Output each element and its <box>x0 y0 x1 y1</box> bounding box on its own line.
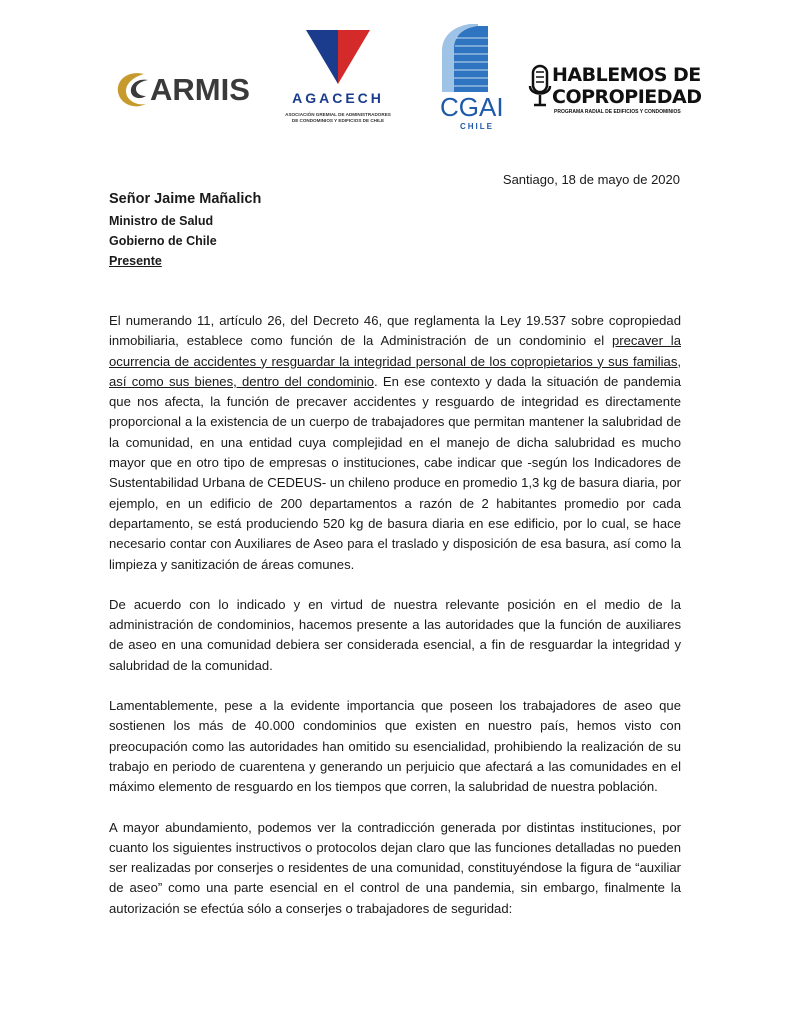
logo-header <box>0 0 791 140</box>
armis-logo <box>114 66 254 114</box>
addressee-closing: Presente <box>109 254 162 268</box>
agacech-logo <box>272 26 404 132</box>
cgai-building-icon <box>432 20 504 96</box>
paragraph-1: El numerando 11, artículo 26, del Decreto 46, que reglamenta la Ley 19.537 sobre copropiedad inmobiliaria, establece como función de la Administración de un condominio el precaver la ocurrencia de accidentes y resguardar la integridad personal de los copropietarios y sus familias, así como sus bienes, dentro del condominio. En ese contexto y dada la situación de pandemia que nos afecta, la función de precaver accidentes y resguardo de integridad es directamente proporcional a la existencia de un cuerpo de trabajadores que permitan mantener la salubridad de la comunidad, en una entidad cuya complejidad en el manejo de dicha salubridad es mucho mayor que en otro tipo de empresas o instituciones, cabe indicar que -según los Indicadores de Sustentabilidad Urbana de CEDEUS- un chileno produce en promedio 1,3 kg de basura diaria, por ejemplo, en un edificio de 200 departamentos a razón de 2 habitantes promedio por cada departamento, se está produciendo 520 kg de basura diaria en ese edificio, por lo cual, se hace necesario contar con Auxiliares de Aseo para el traslado y disposición de esa basura, así como la limpieza y sanitización de áreas comunes. <box>109 313 682 572</box>
cgai-logo-country: CHILE <box>460 122 494 131</box>
armis-swoosh-icon <box>114 66 154 114</box>
agacech-triangle-icon <box>272 26 404 88</box>
underlined-quote: precaver la ocurrencia de accidentes y resguardar la integridad personal de los copropietarios y sus familias, así como sus bienes, dentro del condominio <box>109 333 681 389</box>
cgai-logo-text: CGAI <box>440 92 504 122</box>
paragraph-3: Lamentablemente, pese a la evidente importancia que poseen los trabajadores de aseo que sostienen los más de 40.000 condominios que existen en nuestro país, hemos visto con preocupación como las autoridades han omitido su esencialidad, prohibiendo la realización de su trabajo en periodo de cuarentena y generando un perjuicio que afectará a las comunidades en el máximo elemento de resguardo en los tiempos que corren, la salubridad de nuestra población. <box>109 698 681 795</box>
hablemos-logo <box>528 62 702 120</box>
addressee-name: Señor Jaime Mañalich <box>109 191 262 207</box>
agacech-logo-subtitle: ASOCIACIÓN GREMIAL DE ADMINISTRADORES DE CONDOMINIOS Y EDIFICIOS DE CHILE <box>285 112 391 123</box>
addressee-role: Ministro de Salud <box>109 214 214 228</box>
hablemos-logo-subtitle: PROGRAMA RADIAL DE EDIFICIOS Y CONDOMINIOS <box>554 109 681 115</box>
addressee-block <box>109 191 261 271</box>
hablemos-logo-line2: COPROPIEDAD <box>552 86 702 108</box>
hablemos-logo-line1: HABLEMOS DE <box>552 64 701 86</box>
cgai-logo <box>432 20 504 134</box>
letter-body <box>109 311 681 939</box>
agacech-logo-name: AGACECH <box>292 90 384 106</box>
microphone-icon <box>528 62 552 120</box>
armis-logo-text: ARMIS <box>150 72 250 107</box>
letter-date: Santiago, 18 de mayo de 2020 <box>502 172 680 187</box>
paragraph-2: De acuerdo con lo indicado y en virtud de nuestra relevante posición en el medio de la administración de condominios, hacemos presente a las autoridades que la función de auxiliares de aseo en una comunidad debiera ser considerada esencial, a fin de resguardar la integridad y salubridad de la comunidad. <box>109 596 681 673</box>
addressee-org: Gobierno de Chile <box>109 234 217 248</box>
paragraph-4: A mayor abundamiento, podemos ver la contradicción generada por distintas instituciones, por cuanto los siguientes instructivos o protocolos dejan claro que las funciones detalladas no pueden ser realizadas por conserjes o residentes de una comunidad, constituyéndose la figura de “auxiliar de aseo” como una parte esencial en el control de una pandemia, sin embargo, finalmente la autorización se efectúa sólo a conserjes o trabajadores de seguridad: <box>109 819 681 916</box>
